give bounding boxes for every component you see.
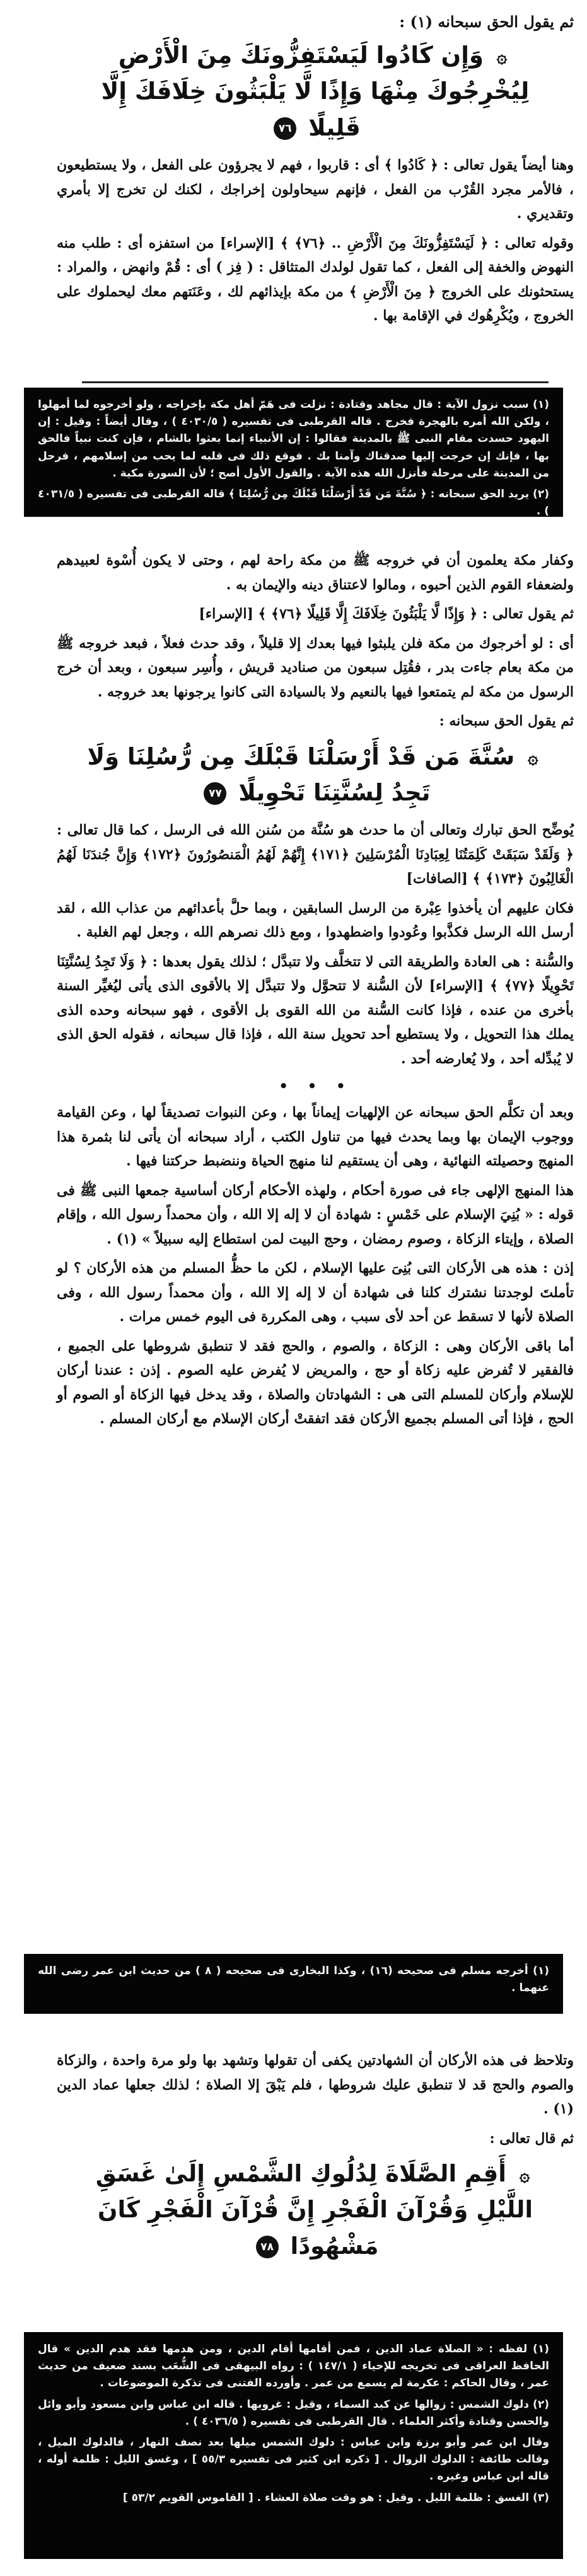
tafsir-paragraph: إذن : هذه هى الأركان التى بُنِىَ عليها الإسلام ، لكن ما حظُّ المسلم من هذه الأركان ؟ لو تأملتَ لوجدتنا نشترك كلنا فى شهادة أن لا إله إلا الله ، وأن محمداً رسول الله ، وفى الصلاة لأنها لا تسقط عن أحد لأى سبب ، وهى المكررة فى اليوم خمس مرات . [57,1260,574,1326]
footnote: (٣) الغسق : ظلمة الليل . وقيل : هو وقت صلاة العشاء . [ القاموس القويم ٥٣/٢ ] [122,2491,549,2504]
tafsir-paragraph: ثم يقول الحق سبحانه : [439,713,574,729]
quran-verse-78 [76,2156,555,2264]
footnote: (١) لفظه : « الصلاة عماد الدين ، فمن أقامها أقام الدين ، ومن هدمها فقد هدم الدين » قال الحافظ العراقى فى تخريجه للإحياء ( ١٤٧/١ ) : رواه البيهقى فى الشُّعَب بسند ضعيف من حديث عمر ، وقال الحاكم : عكرمة لم يسمع من عمر . وأورده الفتنى فى تذكرة الموضوعات . [38,2343,549,2390]
verse-ornament-start-icon: ۞ [496,45,508,67]
passage-78 [57,2048,574,2272]
passage-76 [57,13,574,333]
tafsir-paragraph: أما باقى الأركان وهى : الزكاة ، والصوم ، والحج فقد لا تنطبق شروطها على الجميع ، فالفقير لا تُفرض عليه زكاة أو حج ، والمريض لا يُفرض عليه الصوم . إذن : عندنا أركان للإسلام وأركان للمسلم التى هى : الشهادتان والصلاة ، وقد يدخل فيها الزكاة أو الصوم أو الحج ، فإذا أتى المسلم بجميع الأركان فقد اتفقتْ أركان الإسلام مع أركان المسلم . [57,1337,574,1428]
tafsir-paragraph: والسُّنة : هى العادة والطريقة التى لا تتخلَّف ولا تتبدَّل ؛ لذلك يقول بعدها : ﴿ وَلَا تَجِدُ لِسُنَّتِنَا تَحْوِيلًا ﴿٧٧﴾ ﴾ [الإسراء] لأن السُّنة لا تتحوَّل ولا تتبدَّل إلا بالأقوى الذى يأتى ليُغيِّر السنة بأخرى من عنده ، فإذا كانت السُّنة من الله القوى بل الأقوى ، فهو سبحانه وحده الذى يملك هذا التحويل ، ولا يستطيع أحد تحويل سنة الله ، فإذا قال سبحانه ، فقوله الحق الذى لا يُبدِّله أحد ، ولا يُعارضه أحد . [57,953,574,1067]
tafsir-paragraph: وبعد أن تكلَّم الحق سبحانه عن الإلهيات إيماناً بها ، وعن النبوات تصديقاً لها ، وعن القيامة ووجوب الإيمان بها وبما يحدث فيها من تناول الكتب ، أراد سبحانه أن يأتى لنا بثمرة هذا المنهج وحصيلته النهائية ، وهى أن يستقيم لنا منهج الحياة وننضبط حركتنا فيها . [57,1104,574,1170]
verse-number-badge: ٧٨ [256,2236,279,2258]
verse-text: أَقِمِ الصَّلَاةَ لِدُلُوكِ الشَّمْسِ إِلَىٰ غَسَقِ اللَّيْلِ وَقُرْآنَ الْفَجْرِ إِنَّ قُرْآنَ الْفَجْرِ كَانَ مَشْهُودًا [95,2160,533,2260]
tafsir-paragraph: ثم يقول تعالى : ﴿ وَإِذًا لَّا يَلْبَثُونَ خِلَافَكَ إِلَّا قَلِيلًا ﴿٧٦﴾ ﴾ [الإسراء] [199,606,574,622]
footnote: (٢) يريد الحق سبحانه : ﴿ سُنَّةَ مَن قَدْ أَرْسَلْنَا قَبْلَكَ مِن رُّسُلِنَا ﴾ قاله القرطبى فى تفسيره ( ٤٠٣١/٥ ) . [38,487,549,518]
section-separator: • • • [278,1076,352,1097]
footnotes-box [24,1954,563,2014]
tafsir-paragraph: أى : لو أخرجوك من مكة فلن يلبثوا فيها بعدك إلا قليلاً ، وقد حدث فعلاً ، فبعد خروجه ﷺ من مكة بعام جاءت بدر ، فقُتِل سبعون من صناديد قريش ، وأُسِر سبعون ، وبعد أن خرج الرسول من مكة لم يتمتعوا فيها بالنعيم ولا بالسيادة التى كانوا يرجونها بعد خروجه . [57,635,574,700]
quran-verse-77 [76,739,555,811]
tafsir-paragraph: هذا المنهج الإلهى جاء فى صورة أحكام ، ولهذه الأحكام أركان أساسية جمعها النبى ﷺ فى قوله : « بُنِيَ الإسلام على خَمْسٍ : شهادة أن لا إله إلا الله ، وأن محمداً رسول الله ، وإقام الصلاة ، وإيتاء الزكاة ، وصوم رمضان ، وحج البيت لمن استطاع إليه سبيلاً » (١) . [57,1182,574,1247]
tafsir-paragraph: وهنا أيضاً يقول تعالى : ﴿ كَادُوا ﴾ أى : قاربوا ، فهم لا يجرؤون على الفعل ، ولا يستطيعون ، فالأمر مجرد القُرْب من الفعل ، فإنهم سيحاولون إخراجك ، لكنك لن تخرج إلا بأمري وتقديري . [57,157,574,222]
tafsir-paragraph: فكان عليهم أن يأخذوا عِبْرة من الرسل السابقين ، وبما حلَّ بأعدائهم من عذاب الله ، لقد أرسل الله الرسل فكذَّبوا وعُودوا واضطهدوا ، ومع ذلك نصرهم الله ، وجعل لهم الغلبة . [57,899,574,941]
footnote: وقال ابن عمر وأبو برزة وابن عباس : دلوك الشمس ميلها بعد نصف النهار ، فالدلوك الميل ، وقالت طائفة : الدلوك الزوال . [ ذكره ابن كثير فى تفسيره ٥٥/٣ ] ، وغسق الليل : ظلمة أوله ، قاله ابن عباس وغيره . [38,2435,549,2483]
verse-text: وَإِن كَادُوا لَيَسْتَفِزُّونَكَ مِنَ الْأَرْضِ لِيُخْرِجُوكَ مِنْهَا وَإِذًا لَّا يَلْبَثُونَ خِلَافَكَ إِلَّا قَلِيلًا [101,42,530,141]
verse-text: سُنَّةَ مَن قَدْ أَرْسَلْنَا قَبْلَكَ مِن رُّسُلِنَا وَلَا تَجِدُ لِسُنَّتِنَا تَحْوِيلًا [87,742,515,806]
tafsir-paragraph: يُوضِّح الحق تبارك وتعالى أن ما حدث هو سُنَّة من سُنن الله فى الرسل ، كما قال تعالى : ﴿ وَلَقَدْ سَبَقَتْ كَلِمَتُنَا لِعِبَادِنَا الْمُرْسَلِينَ ﴿١٧١﴾ إِنَّهُمْ لَهُمُ الْمَنصُورُونَ ﴿١٧٢﴾ وَإِنَّ جُندَنَا لَهُمُ الْغَالِبُونَ ﴿١٧٣﴾ ﴾ [الصافات] [57,822,574,887]
verse-intro: ثم يقول الحق سبحانه (١) : [399,13,574,31]
tafsir-paragraph: وتلاحظ فى هذه الأركان أن الشهادتين يكفى أن تقولها وتشهد بها ولو مرة واحدة ، والزكاة والصوم والحج قد لا تنطبق عليك شروطها ، فلم يَبْقَ إلا الصلاة ؛ لذلك جعلها عماد الدين (١) . [57,2052,574,2117]
tafsir-paragraph: وكفار مكة يعلمون أن في خروجه ﷺ من مكة راحة لهم ، وحتى لا يكون أُسْوة لعبيدهم ولضعفاء القوم الذين أحبوه ، ومالوا لاعتناق دينه والإيمان به . [57,552,574,593]
verse-number-badge: ٧٦ [274,117,296,140]
verse-ornament-start-icon: ۞ [519,2164,530,2185]
quran-verse-76 [76,37,555,146]
tafsir-paragraph: ثم قال تعالى : [489,2130,574,2147]
verse-number-badge: ٧٧ [204,782,226,805]
footnotes-box [24,388,563,517]
footnote: (١) سبب نزول الآية : قال مجاهد وقتادة : نزلت فى هَمّ أهل مكة بإخراجه ، ولو أخرجوه لما أمهلوا ، ولكن الله أمره بالهجرة فخرج . قاله القرطبى فى تفسيره ( ٤٠٣٠/٥ ) ، وقال أيضاً : وقيل : إن اليهود حسدت مقام النبى ﷺ بالمدينة فقالوا : إن الأنبياء إنما بعثوا بالشام ، فإن كنت نبياً فالحق بها ، فإنك إن خرجت إليها صدقناك وآمنا بك . فوقع ذلك فى قلبه لما يحب من إسلامهم ، فرحل من المدينة على مرحلة فأنزل الله هذه الآية . والقول الأول أصح ؛ لأن السورة مكية . [38,398,550,480]
passage-77 [57,548,574,1436]
footnote: (١) أخرجه مسلم فى صحيحه (١٦) ، وكذا البخارى فى صحيحه ( ٨ ) من حديث ابن عمر رضى الله عنهما . [38,1965,549,1995]
footnote-divider [82,381,549,383]
tafsir-paragraph: وقوله تعالى : ﴿ لَيَسْتَفِزُّونَكَ مِنَ الْأَرْضِ .. ﴿٧٦﴾ ﴾ [الإسراء] من استفزه أى : طلب منه النهوض والخفة إلى الفعل ، كما تقول لولدك المتثاقل : ( فِز ) أى : قُمْ وانهض ، والمراد : يستحثونك على الخروج ﴿ مِنَ الْأَرْضِ ﴾ من مكة بإيذائهم لك ، وعَنَتهم معك ليحملوك على الخروج ، ويُكْرِهُوك في الإقامة بها . [57,234,574,325]
footnote: (٢) دلوك الشمس : زوالها عن كبد السماء ، وقيل : غروبها . قاله ابن عباس وابن مسعود وأبو وائل والحسن وقتادة وأكثر العلماء . قال القرطبى فى تفسيره ( ٤٠٣٦/٥ ) . [38,2398,549,2428]
footnotes-box [24,2332,563,2559]
verse-ornament-start-icon: ۞ [528,747,538,768]
